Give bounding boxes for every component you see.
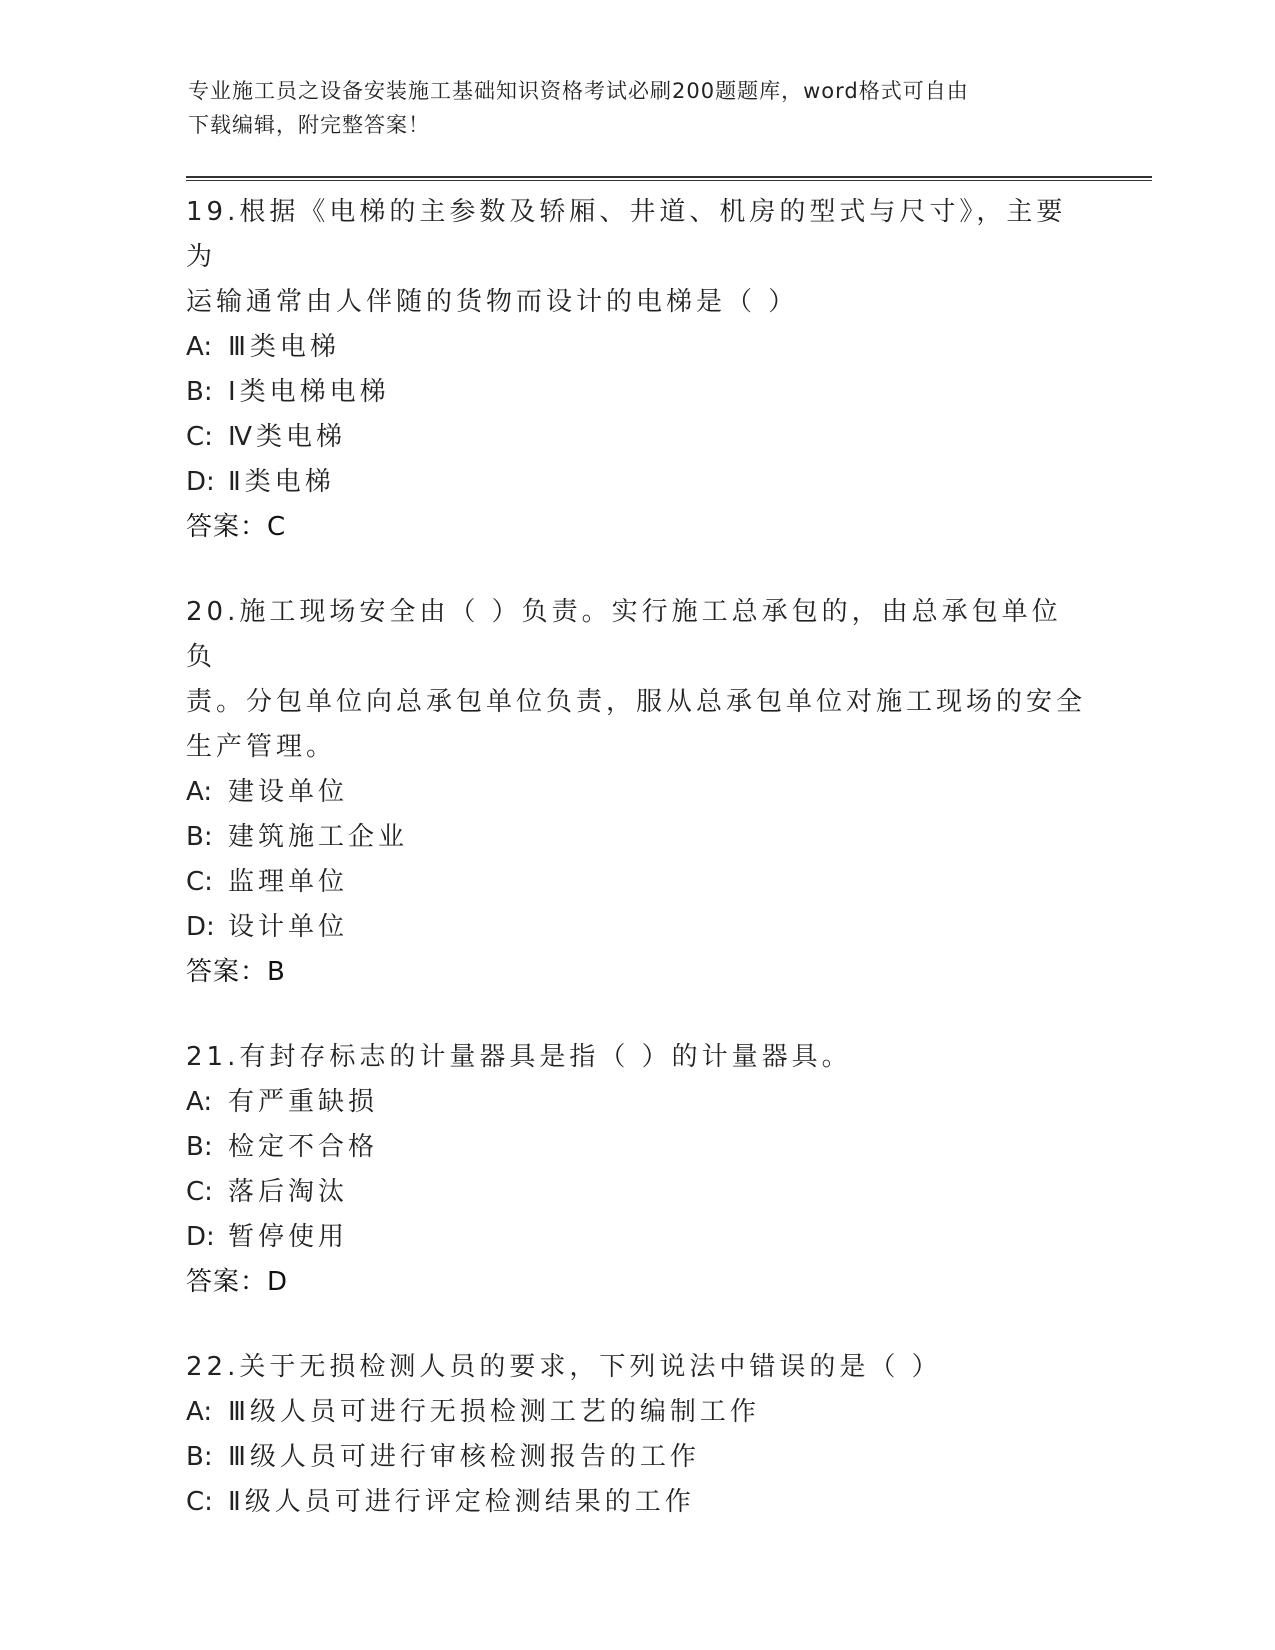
document-header: [188, 74, 1088, 142]
option-c: [186, 1170, 1086, 1215]
question-stem-line: 生产管理。: [186, 732, 337, 762]
header-line-1: 专业施工员之设备安装施工基础知识资格考试必刷200题题库，word格式可自由: [188, 79, 969, 103]
question-stem-line: 22.关于无损检测人员的要求，下列说法中错误的是（ ）: [186, 1352, 942, 1382]
option-c: [186, 1480, 1086, 1525]
question-list: [186, 190, 1086, 1565]
option-b: [186, 1435, 1086, 1480]
option-text: 设计单位: [228, 912, 349, 942]
option-letter: C:: [186, 1487, 213, 1517]
option-d: [186, 1215, 1086, 1260]
option-letter: B:: [186, 377, 213, 407]
question-stem-line: 19.根据《电梯的主参数及轿厢、井道、机房的型式与尺寸》，主要为: [186, 197, 1067, 272]
option-letter: B:: [186, 1132, 213, 1162]
option-text: 建筑施工企业: [228, 822, 409, 852]
option-letter: D:: [186, 1222, 215, 1252]
option-text: Ⅱ级人员可进行评定检测结果的工作: [228, 1487, 695, 1517]
option-b: [186, 815, 1086, 860]
option-letter: D:: [186, 912, 215, 942]
question-20: [186, 590, 1086, 995]
question-stem-line: 20.施工现场安全由（ ）负责。实行施工总承包的，由总承包单位负: [186, 597, 1062, 672]
option-text: 有严重缺损: [228, 1087, 379, 1117]
option-letter: A:: [186, 777, 213, 807]
question-stem-line: 21.有封存标志的计量器具是指（ ）的计量器具。: [186, 1042, 852, 1072]
option-letter: A:: [186, 332, 213, 362]
option-letter: C:: [186, 422, 213, 452]
option-text: 建设单位: [228, 777, 349, 807]
option-b: [186, 1125, 1086, 1170]
option-a: [186, 1080, 1086, 1125]
option-letter: C:: [186, 1177, 213, 1207]
option-text: 检定不合格: [228, 1132, 379, 1162]
option-text: Ⅱ类电梯: [228, 467, 335, 497]
option-text: Ⅲ类电梯: [228, 332, 340, 362]
option-text: 监理单位: [228, 867, 349, 897]
header-line-2: 下载编辑，附完整答案！: [188, 113, 430, 137]
answer-line: 答案：B: [186, 957, 286, 987]
answer-line: 答案：C: [186, 512, 287, 542]
answer-line: 答案：D: [186, 1267, 289, 1297]
option-c: [186, 860, 1086, 905]
option-b: [186, 370, 1086, 415]
option-text: 落后淘汰: [228, 1177, 349, 1207]
option-text: Ⅰ类电梯电梯: [228, 377, 390, 407]
option-a: [186, 325, 1086, 370]
question-21: [186, 1035, 1086, 1305]
option-letter: A:: [186, 1087, 213, 1117]
question-stem-line: 运输通常由人伴随的货物而设计的电梯是（ ）: [186, 287, 799, 317]
option-d: [186, 905, 1086, 950]
option-c: [186, 415, 1086, 460]
option-d: [186, 460, 1086, 505]
option-text: Ⅳ类电梯: [228, 422, 346, 452]
option-letter: B:: [186, 822, 213, 852]
option-a: [186, 770, 1086, 815]
question-19: [186, 190, 1086, 550]
option-letter: B:: [186, 1442, 213, 1472]
question-22: [186, 1345, 1086, 1525]
option-letter: A:: [186, 1397, 213, 1427]
option-text: Ⅲ级人员可进行无损检测工艺的编制工作: [228, 1397, 760, 1427]
option-text: 暂停使用: [228, 1222, 349, 1252]
question-stem-line: 责。分包单位向总承包单位负责，服从总承包单位对施工现场的安全: [186, 687, 1087, 717]
option-letter: C:: [186, 867, 213, 897]
option-text: Ⅲ级人员可进行审核检测报告的工作: [228, 1442, 700, 1472]
option-a: [186, 1390, 1086, 1435]
header-divider: [186, 176, 1152, 181]
option-letter: D:: [186, 467, 215, 497]
